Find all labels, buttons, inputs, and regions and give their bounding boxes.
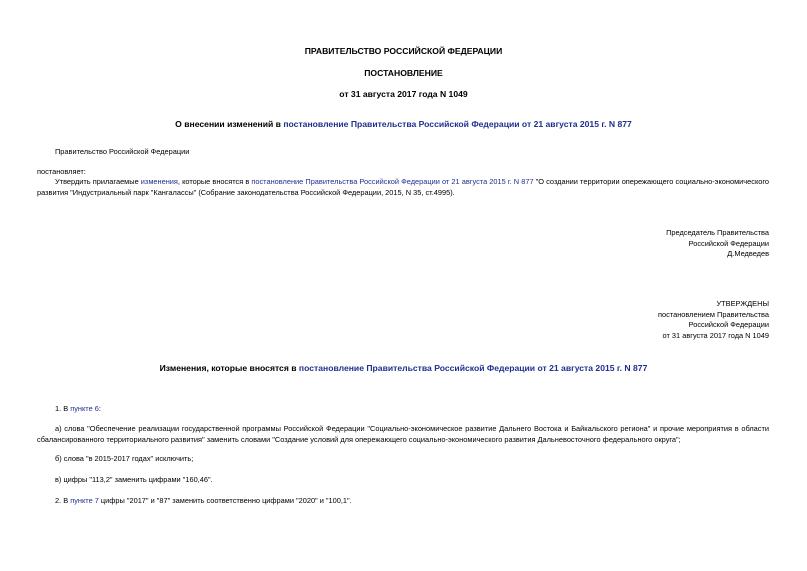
signature-name: Д.Медведев xyxy=(727,249,769,259)
title-prefix: О внесении изменений в xyxy=(175,119,284,129)
item-v: в) цифры "113,2" заменить цифрами "160,46". xyxy=(55,475,213,484)
signature-org: Российской Федерации xyxy=(688,238,769,248)
item-2 xyxy=(55,496,352,507)
date-number-heading: от 31 августа 2017 года N 1049 xyxy=(339,89,468,99)
approval-stamp xyxy=(658,299,769,341)
signature-position: Председатель Правительства xyxy=(666,228,769,237)
government-heading: ПРАВИТЕЛЬСТВО РОССИЙСКОЙ ФЕДЕРАЦИИ xyxy=(304,46,503,56)
item-a: а) слова "Обеспечение реализации государственной программы Российской Федерации "Социально-экономическое развитие Дальнего Востока и Байкальского региона" и прочие мероприятия в области сбалансированного территориального развития" заменить словами "Создание условий для опережающего социально-экономического развития Дальневосточного федерального округа"; xyxy=(37,424,769,444)
changes-title-prefix: Изменения, которые вносятся в xyxy=(159,363,299,373)
decree-877-link[interactable]: постановление Правительства Российской Федерации от 21 августа 2015 г. N 877 xyxy=(251,177,534,186)
changes-title-link[interactable]: постановление Правительства Российской Федерации от 21 августа 2015 г. N 877 xyxy=(298,363,648,373)
approve-prefix: Утвердить прилагаемые xyxy=(55,177,141,186)
title-link[interactable]: постановление Правительства Российской Федерации от 21 августа 2015 г. N 877 xyxy=(283,119,632,129)
issuer-text: Правительство Российской Федерации xyxy=(55,147,190,156)
decrees-text: постановляет: xyxy=(37,167,86,176)
item1-suffix: : xyxy=(98,404,101,413)
item-1 xyxy=(55,404,101,415)
approve-paragraph xyxy=(37,177,769,198)
item1-prefix: 1. В xyxy=(55,404,71,413)
approval-line2: постановлением Правительства xyxy=(658,309,769,319)
item2-prefix: 2. В xyxy=(55,496,71,505)
item2-link[interactable]: пункте 7 xyxy=(70,496,99,505)
approve-mid: , которые вносятся в xyxy=(177,177,252,186)
item-b: б) слова "в 2015-2017 годах" исключить; xyxy=(55,454,194,463)
document-title xyxy=(0,119,807,129)
item1-link[interactable]: пункте 6 xyxy=(70,404,99,413)
signature-block xyxy=(666,228,769,260)
approval-line3: Российской Федерации xyxy=(688,320,769,330)
item2-suffix: цифры "2017" и "87" заменить соответственно цифрами "2020" и "100,1". xyxy=(98,496,352,505)
approve-rest: "О создании территории опережающего социально-экономического развития "Индустриальный парк "Кангалассы" (Собрание законодательства Российской Федерации, 2015, N 35, ст.4995). xyxy=(37,177,770,197)
approval-heading: УТВЕРЖДЕНЫ xyxy=(716,299,769,308)
changes-link[interactable]: изменения xyxy=(140,177,178,186)
approval-line4: от 31 августа 2017 года N 1049 xyxy=(662,330,769,340)
doc-type-heading: ПОСТАНОВЛЕНИЕ xyxy=(364,68,443,78)
changes-title xyxy=(0,363,807,373)
